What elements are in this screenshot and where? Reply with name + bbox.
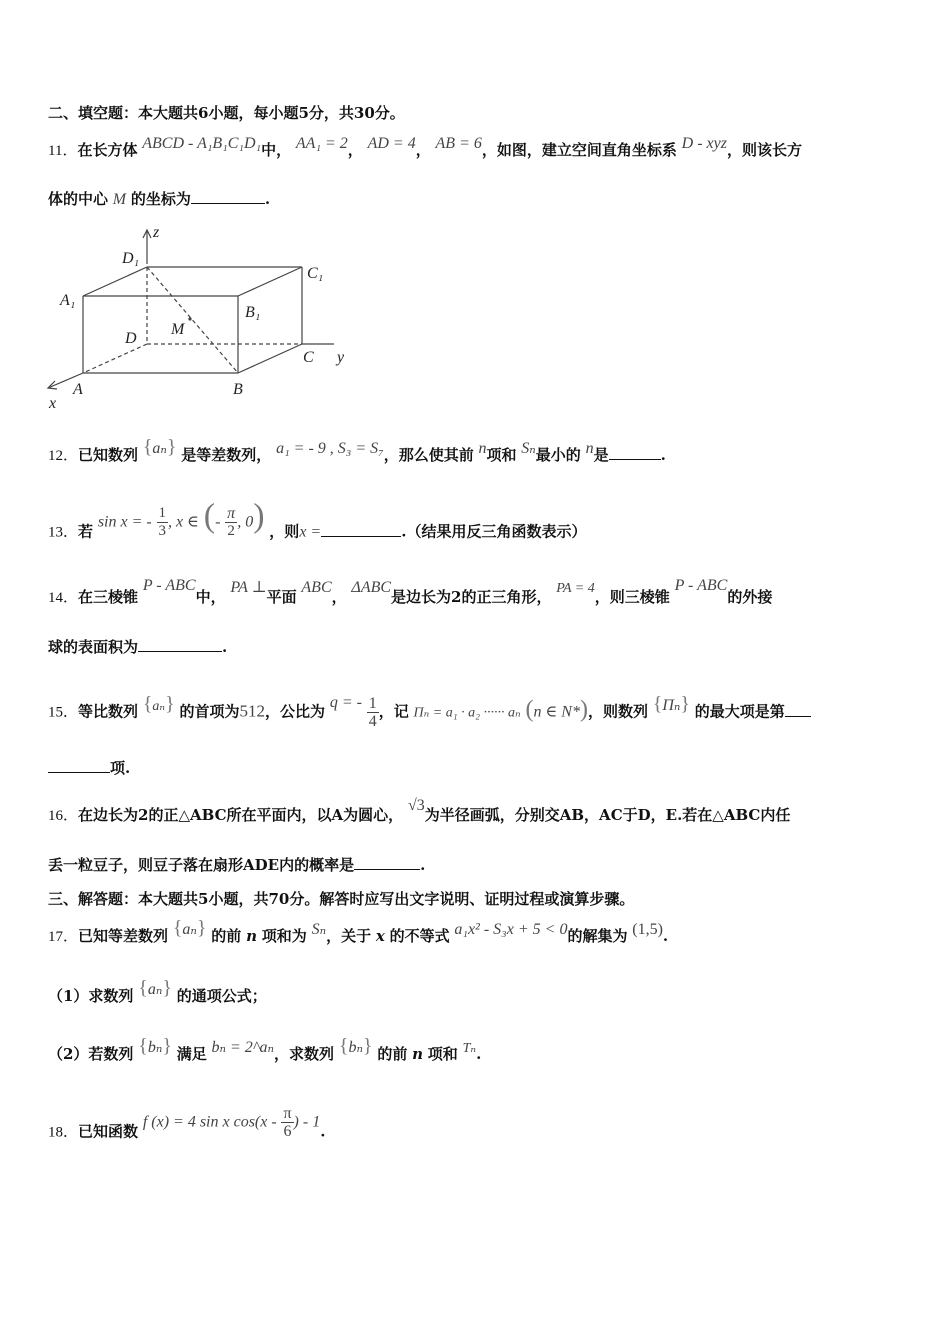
q13-math: , x ∈ bbox=[168, 513, 199, 531]
q17-part2-text: 的前 bbox=[377, 1045, 408, 1063]
q14-text: ，则三棱锥 bbox=[594, 588, 670, 606]
q18-text: 已知函数 bbox=[78, 1122, 139, 1141]
brace: } bbox=[162, 977, 172, 999]
fraction-pi-sixth: $\frac{\pi}{6}$ bbox=[283, 1105, 292, 1140]
q13-math: sin x = - bbox=[97, 513, 152, 531]
q14-math: P - ABC bbox=[142, 577, 196, 594]
q14-text: 的外接 bbox=[727, 588, 773, 606]
q11-text: 的坐标为 bbox=[130, 190, 191, 208]
q17-text: 项和为 bbox=[261, 927, 307, 945]
q12-text: 已知数列 bbox=[78, 446, 139, 464]
q17-text: n bbox=[246, 927, 257, 945]
question-13 bbox=[48, 497, 587, 550]
q15-text: ，则数列 bbox=[587, 702, 648, 721]
label-y: y bbox=[337, 349, 345, 366]
answer-blank[interactable] bbox=[609, 445, 661, 460]
brace: { bbox=[652, 692, 663, 715]
q11-text: 中， bbox=[261, 141, 292, 159]
answer-blank[interactable] bbox=[354, 855, 420, 870]
question-12 bbox=[48, 436, 666, 466]
brace: { bbox=[138, 1035, 148, 1057]
q17-part2-text: 项和 bbox=[427, 1045, 458, 1063]
q11-math: AA₁ = 2 bbox=[295, 135, 348, 152]
label-b1: B₁ bbox=[245, 304, 261, 321]
q17-text: . bbox=[662, 927, 669, 945]
q17-part2-text: ，求数列 bbox=[274, 1045, 335, 1063]
q17-text: ，关于 bbox=[326, 927, 372, 945]
q17-math: (1,5) bbox=[632, 921, 663, 938]
q11-text: 在长方体 bbox=[77, 141, 138, 159]
q11-text: ，则该长方 bbox=[726, 141, 802, 159]
q17-math: a₁x² - S₃x + 5 < 0 bbox=[454, 921, 568, 938]
question-17-part-2 bbox=[48, 1035, 482, 1066]
paren: ) bbox=[253, 497, 265, 535]
brace: { bbox=[142, 436, 153, 458]
fraction-one-quarter: $\frac{1}{4}$ bbox=[368, 695, 377, 730]
question-14 bbox=[48, 577, 773, 609]
center-point-m bbox=[188, 317, 191, 320]
answer-blank[interactable] bbox=[785, 702, 811, 717]
brace: { bbox=[142, 692, 153, 715]
q16-number: 16． bbox=[48, 808, 79, 824]
q12-text: . bbox=[660, 446, 666, 464]
q12-text: 是等差数列， bbox=[181, 446, 272, 464]
q11-text: ， bbox=[347, 141, 363, 159]
q17-part1-text: 的通项公式； bbox=[176, 987, 267, 1005]
q18-math: f (x) = 4 sin x cos(x - bbox=[142, 1113, 277, 1131]
brace: { bbox=[172, 917, 183, 939]
q11-math: M bbox=[112, 191, 127, 208]
q14-math: ΔABC bbox=[351, 579, 392, 596]
q17-part2-text: 满足 bbox=[176, 1045, 207, 1063]
label-z: z bbox=[153, 224, 160, 241]
q13-math: , 0 bbox=[237, 513, 254, 531]
question-16-cont bbox=[48, 855, 425, 875]
paren: ( bbox=[203, 497, 216, 535]
q18-number: 18． bbox=[48, 1124, 79, 1141]
edge-da bbox=[83, 344, 147, 373]
q17-part1-text: （1）求数列 bbox=[48, 987, 134, 1005]
question-17 bbox=[48, 917, 669, 947]
q14-text: 平面 bbox=[266, 588, 297, 606]
q11-text: ，如图，建立空间直角坐标系 bbox=[481, 141, 677, 159]
brace: { bbox=[338, 1035, 349, 1057]
q15-text: 的首项为 bbox=[179, 702, 240, 721]
q11-math: AD = 4 bbox=[367, 135, 416, 152]
answer-blank[interactable] bbox=[321, 522, 401, 537]
q17-math: bₙ = 2^aₙ bbox=[211, 1039, 275, 1056]
q11-math: ABCD - A₁B₁C₁D₁ bbox=[142, 135, 262, 152]
q12-math: n bbox=[478, 440, 487, 457]
q16-text: 丢一粒豆子，则豆子落在扇形ADE内的概率是 bbox=[48, 856, 355, 874]
section-3-heading: 三、解答题：本大题共5小题，共70分。解答时应写出文字说明、证明过程或演算步骤。 bbox=[48, 890, 635, 908]
q11-math: D - xyz bbox=[681, 135, 727, 152]
q13-text: ，则 bbox=[269, 522, 300, 541]
question-17-part-1 bbox=[48, 977, 267, 1007]
q17-math: Sₙ bbox=[311, 921, 327, 938]
q15-math: 512 bbox=[239, 701, 266, 721]
q12-math: aₙ bbox=[152, 440, 167, 457]
question-14-cont bbox=[48, 637, 227, 657]
label-x: x bbox=[49, 395, 57, 412]
q11-text: ， bbox=[415, 141, 431, 159]
question-16 bbox=[48, 797, 791, 826]
q14-math: P - ABC bbox=[674, 577, 728, 594]
brace: } bbox=[196, 917, 207, 939]
q17-math: bₙ bbox=[147, 1039, 163, 1056]
brace: } bbox=[166, 436, 177, 458]
q17-math: aₙ bbox=[182, 921, 197, 938]
q15-text: 等比数列 bbox=[78, 702, 139, 721]
q15-text: 的最大项是第 bbox=[694, 702, 785, 721]
q14-text: 球的表面积为 bbox=[48, 638, 139, 656]
q12-number: 12． bbox=[48, 448, 79, 464]
brace: } bbox=[680, 692, 691, 715]
label-a1: A₁ bbox=[60, 292, 76, 309]
cuboid-figure bbox=[40, 222, 360, 414]
answer-blank[interactable] bbox=[138, 637, 222, 652]
q15-text: 项. bbox=[110, 759, 131, 777]
label-d1: D₁ bbox=[122, 250, 140, 267]
q13-text: .（结果用反三角函数表示） bbox=[401, 522, 587, 541]
q17-part2-text: n bbox=[412, 1045, 424, 1063]
q16-text: 在边长为2的正△ABC所在平面内，以A为圆心， bbox=[78, 806, 404, 824]
brace: } bbox=[162, 1035, 172, 1057]
answer-blank[interactable] bbox=[48, 758, 110, 773]
q17-part2-text: （2）若数列 bbox=[48, 1045, 134, 1063]
question-18 bbox=[48, 1105, 326, 1150]
q14-math: PA ⊥ bbox=[230, 579, 267, 596]
q14-math: ABC bbox=[301, 579, 332, 596]
question-11-cont bbox=[48, 189, 270, 210]
q18-text: . bbox=[320, 1122, 326, 1141]
label-d: D bbox=[125, 330, 137, 347]
q15-text: ，记 bbox=[378, 702, 409, 721]
edge-bc bbox=[238, 344, 302, 373]
q17-text: x bbox=[375, 927, 385, 945]
q12-math: n bbox=[585, 440, 594, 457]
label-c1: C₁ bbox=[307, 265, 324, 282]
q13-math: - bbox=[215, 513, 221, 531]
q15-text: ，公比为 bbox=[265, 702, 326, 721]
q14-text: . bbox=[222, 638, 228, 656]
q13-math: x = bbox=[299, 523, 322, 541]
q11-math: AB = 6 bbox=[435, 135, 482, 152]
q17-text: 的解集为 bbox=[567, 927, 628, 945]
q15-math: q = - bbox=[329, 693, 362, 711]
label-a: A bbox=[73, 381, 83, 398]
q18-function bbox=[143, 1105, 320, 1140]
q12-math: Sₙ bbox=[521, 440, 536, 457]
label-c: C bbox=[303, 349, 314, 366]
diagonal-d1b bbox=[147, 267, 238, 373]
q14-number: 14． bbox=[48, 590, 79, 606]
q14-text: 中， bbox=[195, 588, 226, 606]
q15-math: Πₙ = a₁ · a₂ ······ aₙ bbox=[413, 705, 521, 721]
section-2-heading: 二、填空题：本大题共6小题，每小题5分，共30分。 bbox=[48, 104, 405, 122]
q14-math: PA = 4 bbox=[556, 581, 595, 596]
q12-math: a₁ = - 9 , S₃ = S₇ bbox=[276, 440, 384, 457]
label-m: M bbox=[171, 321, 185, 338]
q17-text: 的前 bbox=[211, 927, 242, 945]
q12-text: 最小的 bbox=[535, 446, 581, 464]
fraction-one-third: $\frac{1}{3}$ bbox=[158, 505, 166, 539]
q17-number: 17． bbox=[48, 929, 79, 945]
q11-text: . bbox=[264, 190, 271, 208]
q15-math: aₙ bbox=[152, 698, 166, 714]
question-15: 15．等比数列 {aₙ} 的首项为512，公比为 q = - $\frac{1}{4}$ ，记 Πₙ = a₁ · a₂ ······ aₙ (n ∈ N*)，则数列 {Πₙ} 的最大项是第 bbox=[48, 695, 811, 730]
q14-text: 在三棱锥 bbox=[78, 588, 139, 606]
q17-part2-text: . bbox=[476, 1045, 482, 1063]
q15-math: n ∈ N* bbox=[533, 703, 580, 721]
edge-b1c1 bbox=[238, 267, 302, 296]
brace: { bbox=[138, 977, 148, 999]
q11-number: 11． bbox=[48, 143, 78, 159]
q12-text: 项和 bbox=[486, 446, 517, 464]
edge-d1a1 bbox=[83, 267, 147, 296]
q15-math: Πₙ bbox=[662, 696, 681, 714]
q12-text: ，那么使其前 bbox=[383, 446, 474, 464]
q16-text: 为半径画弧，分别交AB，AC于D，E.若在△ABC内任 bbox=[424, 806, 791, 824]
q14-text: 是边长为2的正三角形， bbox=[391, 588, 552, 606]
question-11 bbox=[48, 135, 802, 161]
q13-condition bbox=[97, 497, 265, 540]
q17-math: bₙ bbox=[348, 1039, 363, 1056]
q11-text: 体的中心 bbox=[48, 190, 109, 208]
q17-math: Tₙ bbox=[462, 1041, 477, 1056]
brace: } bbox=[362, 1035, 373, 1057]
q15-number: 15． bbox=[48, 704, 79, 721]
brace: } bbox=[165, 692, 175, 715]
q17-text: 已知等差数列 bbox=[78, 927, 169, 945]
q12-text: 是 bbox=[593, 446, 609, 464]
answer-blank[interactable] bbox=[191, 189, 265, 204]
fraction-pi-half: $\frac{\pi}{2}$ bbox=[227, 505, 236, 539]
label-b: B bbox=[233, 381, 243, 398]
q17-math: aₙ bbox=[147, 981, 163, 998]
q18-math: ) - 1 bbox=[293, 1113, 321, 1131]
q16-text: . bbox=[420, 856, 426, 874]
q13-text: 若 bbox=[78, 522, 94, 541]
q17-text: 的不等式 bbox=[389, 927, 450, 945]
q16-math: √3 bbox=[407, 797, 425, 814]
q14-text: ， bbox=[331, 588, 347, 606]
q13-number: 13． bbox=[48, 524, 79, 541]
question-15-cont bbox=[48, 758, 130, 778]
